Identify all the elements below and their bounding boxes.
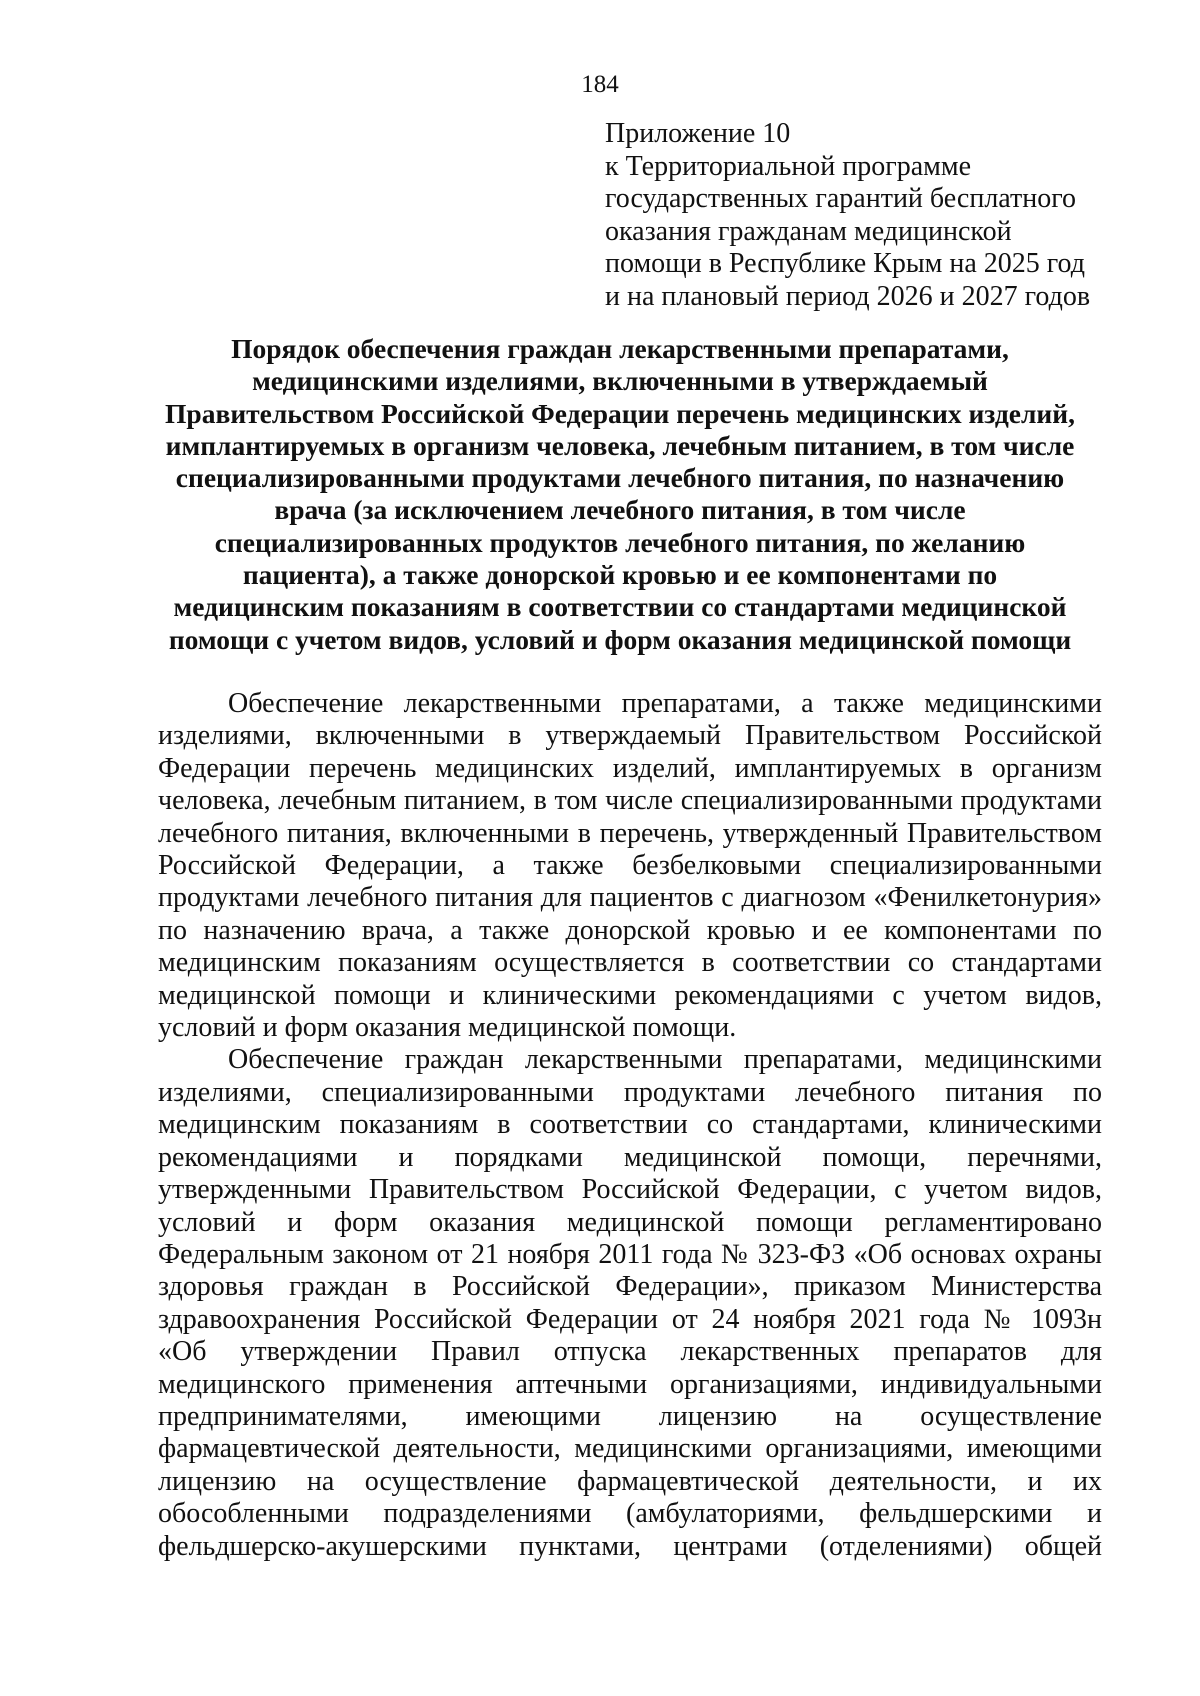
paragraph-line: условий и форм оказания медицинской помощи регламентировано: [158, 1206, 1102, 1238]
body-paragraph: [158, 688, 1102, 1044]
paragraph-line: фармацевтической деятельности, медицинскими организациями, имеющими: [158, 1433, 1102, 1465]
document-title: [140, 333, 1100, 656]
appendix-line: Приложение 10: [605, 118, 791, 149]
page-number: 184: [581, 71, 619, 98]
paragraph-line: Обеспечение граждан лекарственными препаратами, медицинскими: [228, 1044, 1102, 1076]
paragraph-line: условий и форм оказания медицинской помощи.: [158, 1012, 737, 1044]
title-line: медицинскими изделиями, включенными в утверждаемый: [252, 365, 988, 397]
paragraph-line: медицинской помощи и клиническими рекомендациями с учетом видов,: [158, 979, 1102, 1011]
paragraph-line: обособленными подразделениями (амбулаториями, фельдшерскими и: [158, 1498, 1102, 1530]
appendix-line: оказания гражданам медицинской: [605, 215, 1012, 247]
appendix-line: помощи в Республике Крым на 2025 год: [605, 248, 1085, 279]
paragraph-line: изделиями, включенными в утверждаемый Правительством Российской: [158, 720, 1102, 752]
paragraph-line: рекомендациями и порядками медицинской помощи, перечнями,: [158, 1141, 1102, 1173]
paragraph-line: «Об утверждении Правил отпуска лекарственных препаратов для: [158, 1336, 1102, 1368]
document-body: [158, 688, 1102, 1563]
paragraph-line: человека, лечебным питанием, в том числе специализированными продуктами: [158, 785, 1102, 817]
paragraph-line: медицинского применения аптечными организациями, индивидуальными: [158, 1368, 1102, 1400]
title-line: специализированными продуктами лечебного питания, по назначению: [175, 462, 1065, 494]
paragraph-line: предпринимателями, имеющими лицензию на осуществление: [158, 1400, 1102, 1432]
paragraph-line: продуктами лечебного питания для пациентов с диагнозом «Фенилкетонурия»: [158, 882, 1102, 914]
paragraph-line: лечебного питания, включенными в перечень, утвержденный Правительством: [158, 817, 1102, 849]
title-line: пациента), а также донорской кровью и ее компонентами по: [242, 559, 998, 591]
paragraph-line: лицензию на осуществление фармацевтической деятельности, и их: [158, 1465, 1102, 1497]
title-line: специализированных продуктов лечебного питания, по желанию: [214, 526, 1026, 558]
title-line: Правительством Российской Федерации перечень медицинских изделий,: [165, 397, 1075, 429]
title-line: врача (за исключением лечебного питания, в том числе: [274, 494, 966, 526]
paragraph-line: Обеспечение лекарственными препаратами, а также медицинскими: [228, 688, 1102, 719]
paragraph-line: изделиями, специализированными продуктами лечебного питания по: [158, 1076, 1102, 1108]
paragraph-line: по назначению врача, а также донорской кровью и ее компонентами по: [158, 914, 1102, 946]
body-paragraph: [158, 1044, 1102, 1563]
paragraph-line: медицинским показаниям осуществляется в соответствии со стандартами: [158, 947, 1102, 979]
paragraph-line: здравоохранения Российской Федерации от 24 ноября 2021 года № 1093н: [158, 1303, 1102, 1335]
paragraph-line: медицинским показаниям в соответствии со стандартами, клиническими: [158, 1109, 1102, 1141]
title-line: помощи с учетом видов, условий и форм оказания медицинской помощи: [168, 623, 1072, 655]
title-line: медицинским показаниям в соответствии со стандартами медицинской: [173, 591, 1067, 623]
paragraph-line: Федеральным законом от 21 ноября 2011 года № 323-ФЗ «Об основах охраны: [158, 1238, 1102, 1270]
paragraph-line: здоровья граждан в Российской Федерации», приказом Министерства: [158, 1271, 1102, 1303]
title-line: Порядок обеспечения граждан лекарственными препаратами,: [231, 333, 1009, 364]
title-line: имплантируемых в организм человека, лечебным питанием, в том числе: [165, 429, 1075, 461]
paragraph-line: Федерации перечень медицинских изделий, имплантируемых в организм: [158, 752, 1102, 784]
paragraph-line: фельдшерско-акушерскими пунктами, центрами (отделениями) общей: [158, 1530, 1102, 1562]
appendix-line: и на плановый период 2026 и 2027 годов: [605, 280, 1091, 312]
appendix-block: [605, 118, 1125, 313]
appendix-line: государственных гарантий бесплатного: [605, 183, 1077, 214]
paragraph-line: Российской Федерации, а также безбелковыми специализированными: [158, 850, 1102, 882]
paragraph-line: утвержденными Правительством Российской Федерации, с учетом видов,: [158, 1174, 1102, 1206]
appendix-line: к Территориальной программе: [605, 150, 972, 182]
